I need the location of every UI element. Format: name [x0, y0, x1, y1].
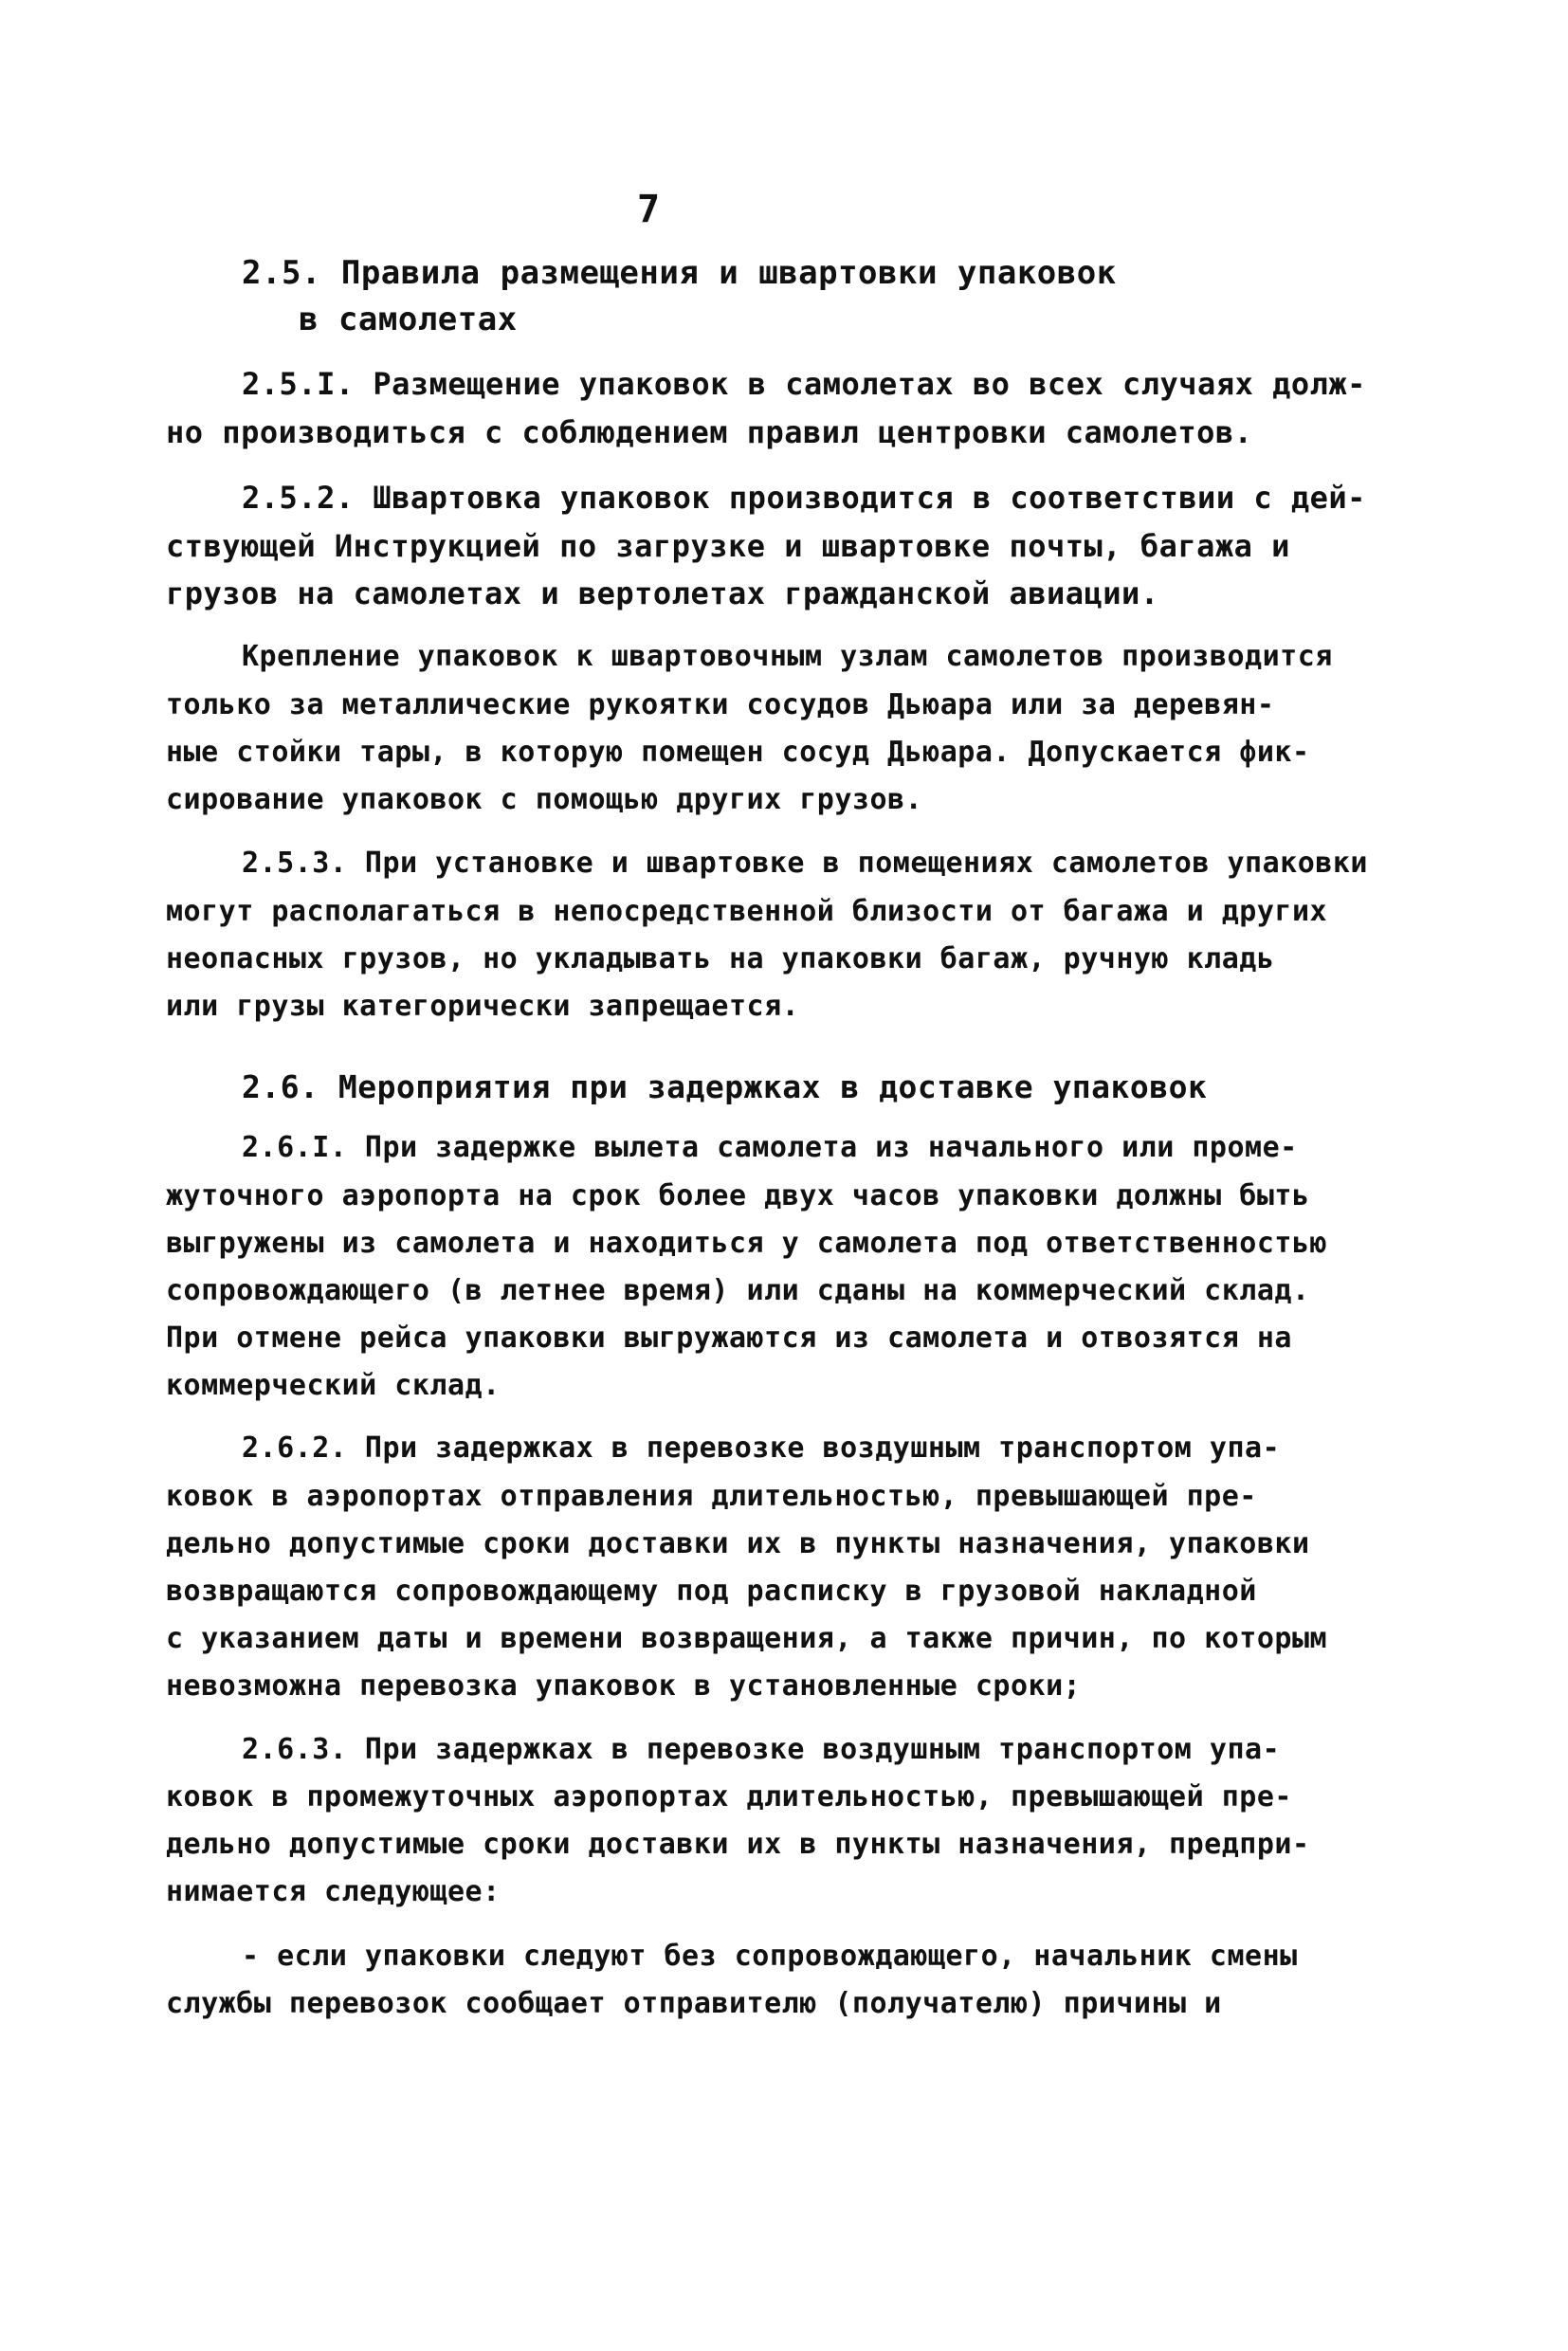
- paragraph-fixing-line: сирование упаковок с помощью других грузов.: [166, 783, 923, 816]
- paragraph-2-5-1-line: 2.5.I. Размещение упаковок в самолетах во всех случаях долж-: [242, 366, 1366, 402]
- paragraph-fixing-line: только за металлические рукоятки сосудов Дьюара или за деревян-: [166, 688, 1275, 721]
- paragraph-2-6-2-line: ковок в аэропортах отправления длительностью, превышающей пре-: [166, 1480, 1257, 1513]
- paragraph-2-5-3-line: могут располагаться в непосредственной близости от багажа и других: [166, 895, 1328, 928]
- paragraph-2-6-2-line: 2.6.2. При задержках в перевозке воздушным транспортом упа-: [242, 1431, 1281, 1465]
- paragraph-2-5-3-line: неопасных грузов, но укладывать на упаковки багаж, ручную кладь: [166, 942, 1275, 975]
- section-heading-2-6: 2.6. Мероприятия при задержках в доставке упаковок: [242, 1068, 1208, 1105]
- paragraph-2-6-1-line: выгружены из самолета и находиться у самолета под ответственностью: [166, 1227, 1328, 1260]
- section-heading-2-5: 2.5. Правила размещения и швартовки упаковок: [242, 254, 1117, 292]
- paragraph-2-6-1-line: жуточного аэропорта на срок более двух часов упаковки должны быть: [166, 1179, 1310, 1212]
- page-number: 7: [637, 188, 661, 231]
- paragraph-2-5-2-line: ствующей Инструкцией по загрузке и швартовке почты, багажа и: [166, 528, 1290, 564]
- paragraph-2-6-1-line: коммерческий склад.: [166, 1369, 501, 1402]
- paragraph-2-6-1-line: сопровождающего (в летнее время) или сданы на коммерческий склад.: [166, 1274, 1310, 1307]
- paragraph-2-5-3-line: или грузы категорически запрещается.: [166, 990, 800, 1023]
- paragraph-2-6-3-line: ковок в промежуточных аэропортах длительностью, превышающей пре-: [166, 1780, 1292, 1813]
- paragraph-2-6-3-line: дельно допустимые сроки доставки их в пункты назначения, предпри-: [166, 1828, 1310, 1861]
- paragraph-2-6-2-line: невозможна перевозка упаковок в установленные сроки;: [166, 1669, 1082, 1703]
- paragraph-2-6-1-line: 2.6.I. При задержке вылета самолета из начального или проме-: [242, 1131, 1298, 1164]
- paragraph-2-5-1-line: но производиться с соблюдением правил центровки самолетов.: [166, 414, 1253, 450]
- paragraph-dash-line: службы перевозок сообщает отправителю (получателю) причины и: [166, 1987, 1222, 2020]
- paragraph-fixing-line: ные стойки тары, в которую помещен сосуд Дьюара. Допускается фик-: [166, 736, 1310, 769]
- paragraph-2-5-2-line: 2.5.2. Швартовка упаковок производится в соответствии с дей-: [242, 480, 1366, 516]
- paragraph-2-6-3-line: 2.6.3. При задержках в перевозке воздушным транспортом упа-: [242, 1733, 1281, 1766]
- paragraph-2-5-3-line: 2.5.3. При установке и швартовке в помещениях самолетов упаковки: [242, 847, 1368, 880]
- paragraph-2-6-2-line: возвращаются сопровождающему под расписку в грузовой накладной: [166, 1575, 1257, 1608]
- paragraph-2-6-1-line: При отмене рейса упаковки выгружаются из самолета и отвозятся на: [166, 1321, 1292, 1355]
- section-heading-2-5-cont: в самолетах: [299, 301, 518, 338]
- paragraph-2-6-2-line: с указанием даты и времени возвращения, а также причин, по которым: [166, 1622, 1328, 1655]
- paragraph-2-6-2-line: дельно допустимые сроки доставки их в пункты назначения, упаковки: [166, 1527, 1310, 1560]
- paragraph-2-6-3-line: нимается следующее:: [166, 1875, 501, 1908]
- paragraph-2-5-2-line: грузов на самолетах и вертолетах гражданской авиации.: [166, 575, 1159, 611]
- paragraph-dash-line: - если упаковки следуют без сопровождающего, начальник смены: [242, 1940, 1298, 1973]
- paragraph-fixing-line: Крепление упаковок к швартовочным узлам самолетов производится: [242, 640, 1333, 673]
